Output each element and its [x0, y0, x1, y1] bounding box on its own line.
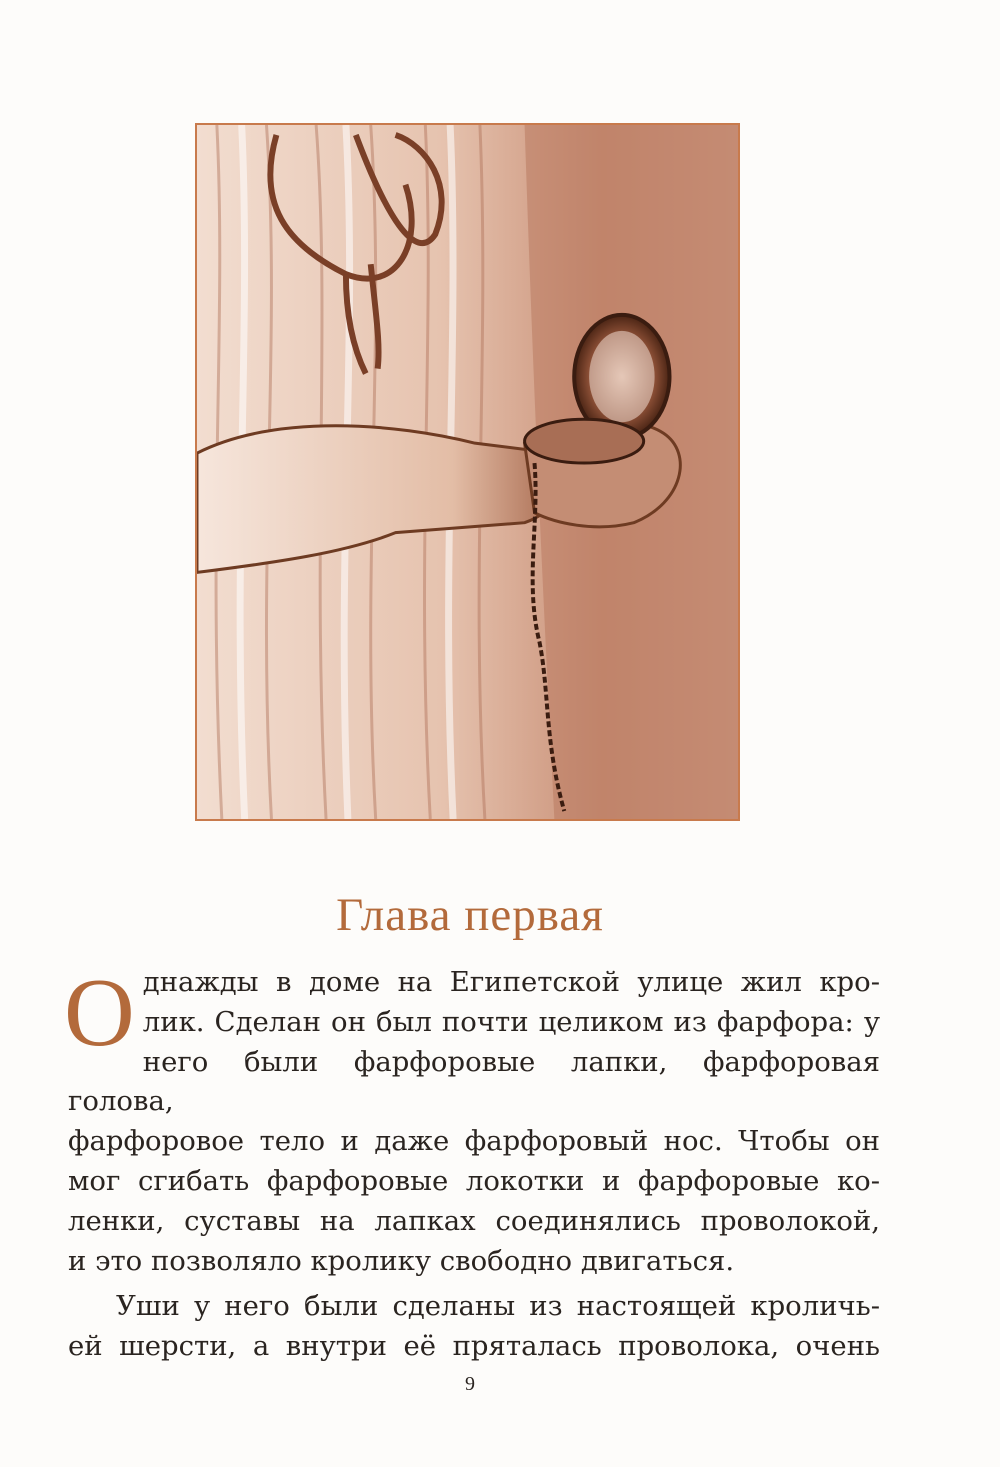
chapter-body [64, 959, 880, 1367]
text-line: него были фарфоровые лапки, фарфоровая голова, [68, 1045, 880, 1118]
chapter-illustration [195, 123, 740, 821]
page-number: 9 [465, 1373, 475, 1395]
text-line: мог сгибать фарфоровые локотки и фарфоровые ко- [68, 1164, 880, 1197]
text-line: днажды в доме на Египетской улице жил кро- [142, 966, 880, 998]
text-line: фарфоровое тело и даже фарфоровый нос. Чтобы он [68, 1125, 880, 1158]
text-line: Уши у него были сделаны из настоящей кроличь- [116, 1290, 880, 1323]
text-line: и это позволяло кролику свободно двигаться. [68, 1244, 735, 1277]
text-line: ленки, суставы на лапках соединялись проволокой, [68, 1204, 880, 1237]
paragraph-2 [68, 1287, 880, 1367]
text-line: ей шерсти, а внутри её пряталась проволока, очень [68, 1330, 880, 1363]
drop-cap: О [64, 959, 135, 1067]
paragraph-1 [64, 959, 880, 1281]
pocket-watch-illustration [197, 125, 738, 819]
text-line: лик. Сделан он был почти целиком из фарфора: у [142, 1005, 880, 1038]
chapter-title: Глава первая [336, 889, 604, 941]
